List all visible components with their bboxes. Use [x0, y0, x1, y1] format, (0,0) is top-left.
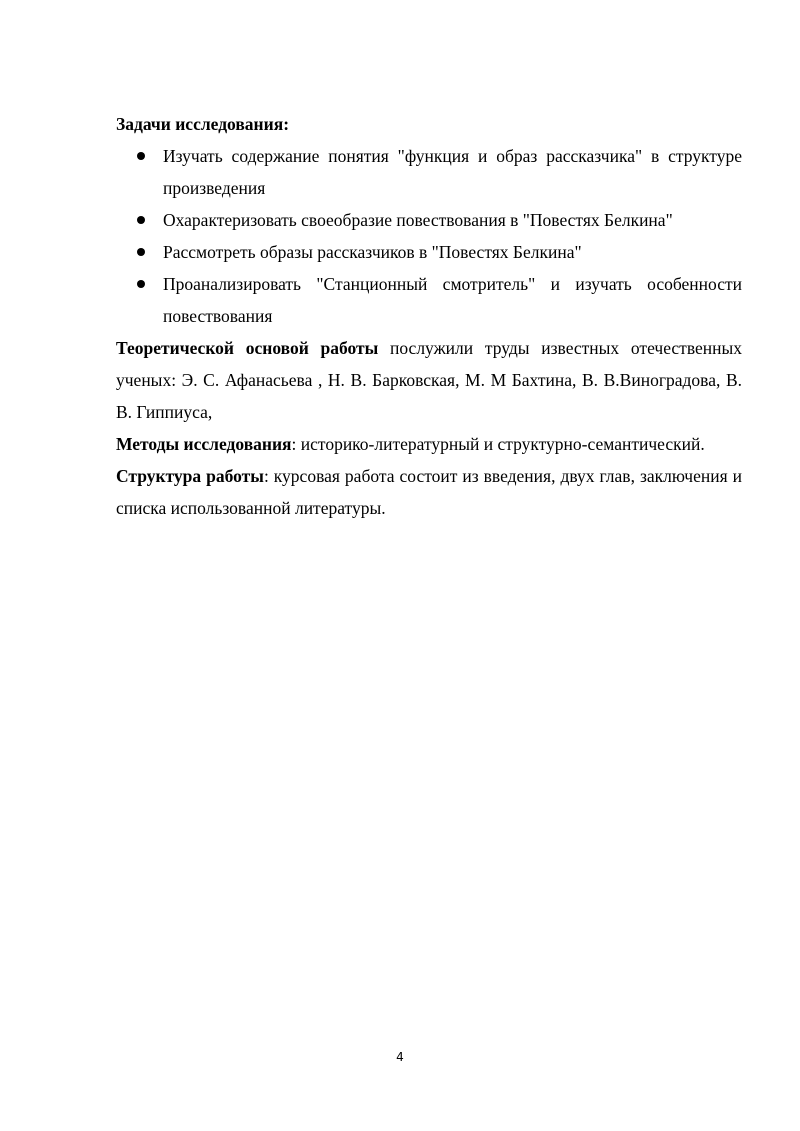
methods-text: : историко-литературный и структурно-семантический. [291, 434, 705, 454]
structure-text: : курсовая работа состоит из введения, двух глав, заключения и списка использованной литературы. [116, 466, 742, 518]
methods-label: Методы исследования [116, 434, 292, 454]
methods-paragraph [116, 428, 742, 460]
page-number: 4 [396, 1050, 404, 1064]
theory-text: послужили труды известных отечественных ученых: Э. С. Афанасьева , Н. В. Барковская, М. М Бахтина, В. В.Виноградова, В. В. Гиппиуса, [116, 338, 742, 422]
page-body [116, 108, 742, 524]
bullet-icon [137, 216, 145, 224]
bullet-icon [137, 248, 145, 256]
theory-paragraph [116, 332, 742, 428]
task-text: Рассмотреть образы рассказчиков в "Повестях Белкина" [163, 242, 582, 262]
theory-label: Теоретической основой работы [116, 338, 379, 358]
list-item [116, 268, 742, 332]
tasks-list [116, 140, 742, 332]
list-item [116, 204, 742, 236]
task-text: Проанализировать "Станционный смотритель" и изучать особенности повествования [163, 274, 742, 326]
bullet-icon [137, 280, 145, 288]
structure-paragraph [116, 460, 742, 524]
task-text: Изучать содержание понятия "функция и образ рассказчика" в структуре произведения [163, 146, 742, 198]
list-item [116, 236, 742, 268]
structure-label: Структура работы [116, 466, 264, 486]
tasks-heading: Задачи исследования: [116, 114, 290, 134]
list-item [116, 140, 742, 204]
task-text: Охарактеризовать своеобразие повествования в "Повестях Белкина" [163, 210, 673, 230]
bullet-icon [137, 152, 145, 160]
